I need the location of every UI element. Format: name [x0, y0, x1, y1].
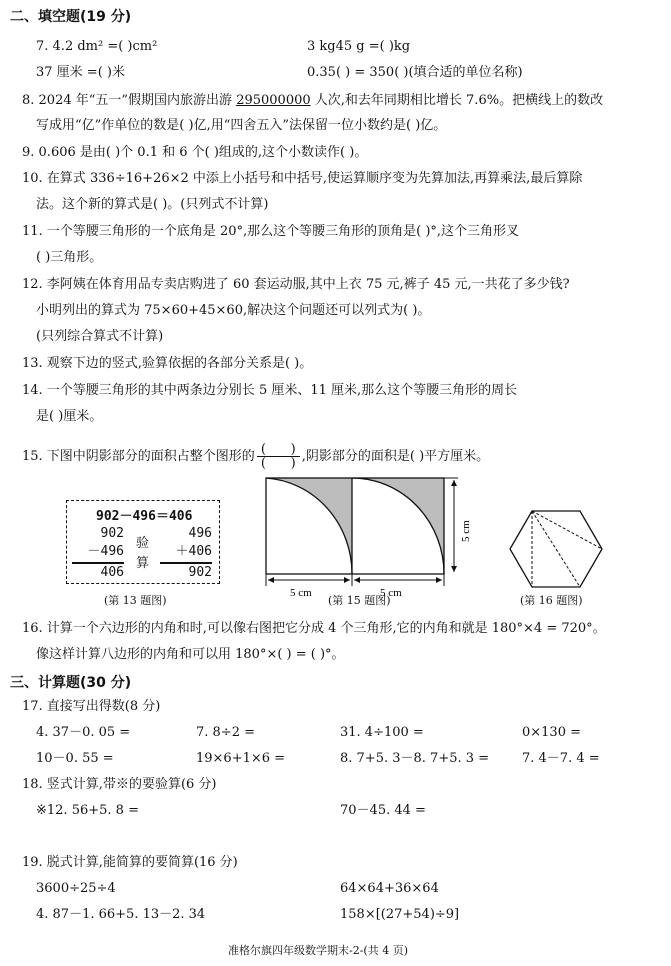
- q9: 9. 0.606 是由( )个 0.1 和 6 个( )组成的,这个小数读作( )。: [22, 145, 368, 160]
- fig16-caption: (第 16 题图): [520, 594, 583, 607]
- q11-line1: 11. 一个等腰三角形的一个底角是 20°,那么这个等腰三角形的顶角是( )°,这个三角形叉: [22, 224, 520, 239]
- q18-title: 18. 竖式计算,带※的要验算(6 分): [22, 777, 217, 792]
- fig13-right-calc: 496 ＋406 902: [175, 526, 212, 580]
- q17-item-8: 7. 4－7. 4 =: [522, 751, 600, 766]
- q11-line2: ( )三角形。: [36, 250, 103, 265]
- section-fill-title: 二、填空题(19 分): [10, 9, 132, 25]
- fig15-caption: (第 15 题图): [328, 594, 391, 607]
- q17-item-5: 10－0. 55 =: [36, 751, 114, 766]
- q17-item-3: 31. 4÷100 =: [340, 725, 424, 740]
- q18-item-b: 70－45. 44 =: [340, 803, 426, 818]
- q17-item-2: 7. 8÷2 =: [196, 725, 255, 740]
- fraction-blank: $\frac{( )}{( )}$: [257, 443, 300, 470]
- section-calc-title: 三、计算题(30 分): [10, 675, 132, 691]
- q17-item-6: 19×6+1×6 =: [196, 751, 286, 766]
- page-footer: 准格尔旗四年级数学期末-2-(共 4 页): [228, 944, 409, 957]
- q8-line1: 8. 2024 年“五一”假期国内旅游出游 295000000 人次,和去年同期相比增长 7.6%。把横线上的数改: [22, 93, 604, 108]
- fig15-shaded-right: [352, 478, 444, 574]
- q18-item-a: ※12. 56+5. 8 =: [36, 803, 139, 818]
- q12-line1: 12. 李阿姨在体育用品专卖店购进了 60 套运动服,其中上衣 75 元,裤子 45 元,一共花了多少钱?: [22, 277, 570, 292]
- q19-item-d: 158×[(27+54)÷9]: [340, 907, 460, 922]
- q13: 13. 观察下边的竖式,验算依据的各部分关系是( )。: [22, 356, 313, 371]
- q19-item-c: 4. 87－1. 66+5. 13－2. 34: [36, 907, 206, 922]
- fig15-dim-bottom-right: 5 cm: [380, 587, 402, 599]
- q17-item-7: 8. 7+5. 3－8. 7+5. 3 =: [340, 751, 490, 766]
- q19-item-a: 3600÷25÷4: [36, 881, 116, 896]
- q7-part-b: 3 kg45 g =( )kg: [307, 39, 411, 54]
- q15: 15. 下图中阴影部分的面积占整个图形的 $\frac{( )}{( )}$ ,阴影部分的面积是( )平方厘米。: [22, 442, 490, 471]
- fig13-check-label: 验 算: [136, 536, 150, 571]
- fig15-diagram: [258, 474, 478, 610]
- q16-line2: 像这样计算八边形的内角和可以用 180°×( ) = ( )°。: [36, 647, 345, 662]
- fig13-caption: (第 13 题图): [104, 594, 167, 607]
- q7-part-c: 37 厘米 =( )米: [36, 65, 125, 80]
- fig15-dim-bottom-left: 5 cm: [290, 587, 312, 599]
- q10-line2: 法。这个新的算式是( )。(只列式不计算): [36, 197, 269, 212]
- fig13-equation: 902－496＝406: [96, 509, 193, 524]
- q7-part-d: 0.35( ) = 350( )(填合适的单位名称): [307, 65, 523, 80]
- fig13-left-calc: 902 －496 406: [87, 526, 124, 580]
- fig16-hexagon: [508, 508, 604, 590]
- q8-underlined-number: 295000000: [236, 93, 311, 108]
- q17-item-4: 0×130 =: [522, 725, 582, 740]
- fig13-left-rule: [72, 562, 124, 564]
- q17-item-1: 4. 37－0. 05 =: [36, 725, 131, 740]
- q8-line2: 写成用“亿”作单位的数是( )亿,用“四舍五入”法保留一位小数约是( )亿。: [36, 118, 447, 133]
- q19-item-b: 64×64+36×64: [340, 881, 439, 896]
- q7-part-a: 7. 4.2 dm² =( )cm²: [36, 39, 158, 54]
- q12-line3: (只列综合算式不计算): [36, 329, 164, 344]
- fig15-dim-right: 5 cm: [460, 520, 472, 542]
- q10-line1: 10. 在算式 336÷16+26×2 中添上小括号和中括号,使运算顺序变为先算加法,再算乘法,最后算除: [22, 171, 583, 186]
- q17-title: 17. 直接写出得数(8 分): [22, 699, 161, 714]
- q14-line1: 14. 一个等腰三角形的其中两条边分别长 5 厘米、11 厘米,那么这个等腰三角形的周长: [22, 383, 518, 398]
- q14-line2: 是( )厘米。: [36, 409, 103, 424]
- q19-title: 19. 脱式计算,能简算的要简算(16 分): [22, 855, 238, 870]
- fig13-right-rule: [160, 562, 212, 564]
- q12-line2: 小明列出的算式为 75×60+45×60,解决这个问题还可以列式为( )。: [36, 303, 431, 318]
- q16-line1: 16. 计算一个六边形的内角和时,可以像右图把它分成 4 个三角形,它的内角和就是 180°×4 = 720°。: [22, 621, 606, 636]
